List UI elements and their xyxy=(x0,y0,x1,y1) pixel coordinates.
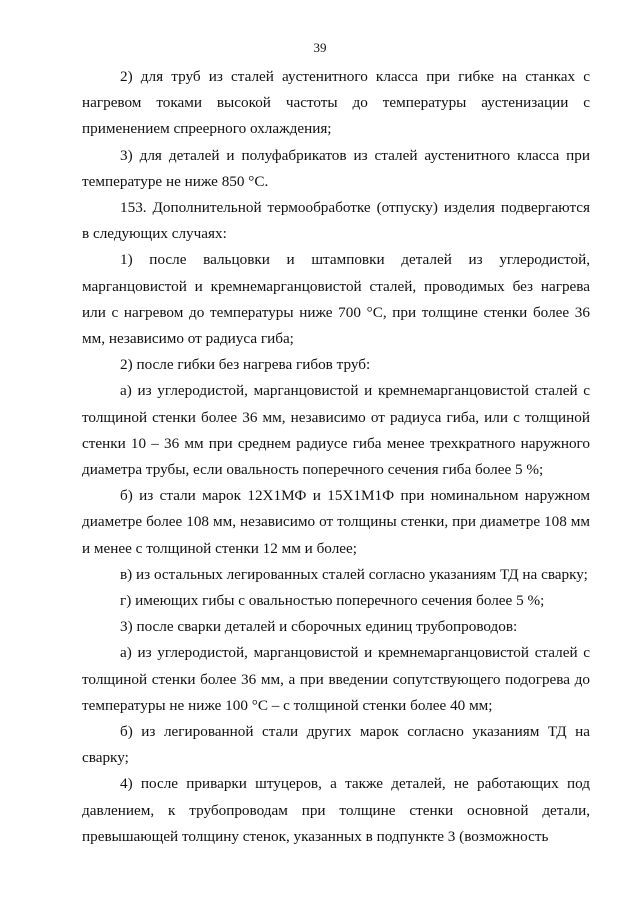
paragraph-case-2b-steel-grades: б) из стали марок 12Х1МФ и 15Х1М1Ф при номинальном наружном диаметре более 108 мм, независимо от толщины стенки, при диаметре 108 мм и менее с толщиной стенки 12 мм и более; xyxy=(82,487,590,557)
paragraph-case-3-welding: 3) после сварки деталей и сборочных единиц трубопроводов: xyxy=(120,618,518,636)
paragraph-case-1-rolling-stamping: 1) после вальцовки и штамповки деталей из углеродистой, марганцовистой и кремнемарганцовистой сталей, проводимых без нагрева или с нагревом до температуры ниже 700 °С, при толщине стенки более 36 мм, независимо от радиуса гиба; xyxy=(82,251,590,348)
paragraph-item-2-austenitic-pipes: 2) для труб из сталей аустенитного класса при гибке на станках с нагревом токами высокой частоты до температуры аустенизации с применением спреерного охлаждения; xyxy=(82,68,590,138)
document-body xyxy=(82,64,590,850)
paragraph-item-3-austenitic-parts: 3) для деталей и полуфабрикатов из сталей аустенитного класса при температуре не ниже 850 °С. xyxy=(82,146,590,190)
paragraph-case-3b-alloyed-steels: б) из легированной стали других марок согласно указаниям ТД на сварку; xyxy=(82,723,590,767)
paragraph-case-2g-ovality: г) имеющих гибы с овальностью поперечного сечения более 5 %; xyxy=(120,592,545,610)
paragraph-case-4-fittings: 4) после приварки штуцеров, а также деталей, не работающих под давлением, к трубопроводам при толщине стенки основной детали, превышающей толщину стенок, указанных в подпункте 3 (возможность xyxy=(82,775,590,845)
paragraph-case-3a-carbon-steels: а) из углеродистой, марганцовистой и кремнемарганцовистой сталей с толщиной стенки более 36 мм, а при введении сопутствующего подогрева до температуры не ниже 100 °С – с толщиной стенки более 40 мм; xyxy=(82,644,590,714)
paragraph-case-2-cold-bending: 2) после гибки без нагрева гибов труб: xyxy=(120,356,371,374)
paragraph-clause-153: 153. Дополнительной термообработке (отпуску) изделия подвергаются в следующих случаях: xyxy=(82,199,590,243)
paragraph-case-2a-carbon-steels: а) из углеродистой, марганцовистой и кремнемарганцовистой сталей с толщиной стенки более 36 мм, независимо от радиуса гиба, или с толщиной стенки 10 – 36 мм при среднем радиусе гиба менее трехкратного наружного диаметра трубы, если овальность поперечного сечения гиба более 5 %; xyxy=(82,382,590,479)
page-number: 39 xyxy=(313,40,327,55)
paragraph-case-2v-alloyed-steels: в) из остальных легированных сталей согласно указаниям ТД на сварку; xyxy=(120,565,588,583)
